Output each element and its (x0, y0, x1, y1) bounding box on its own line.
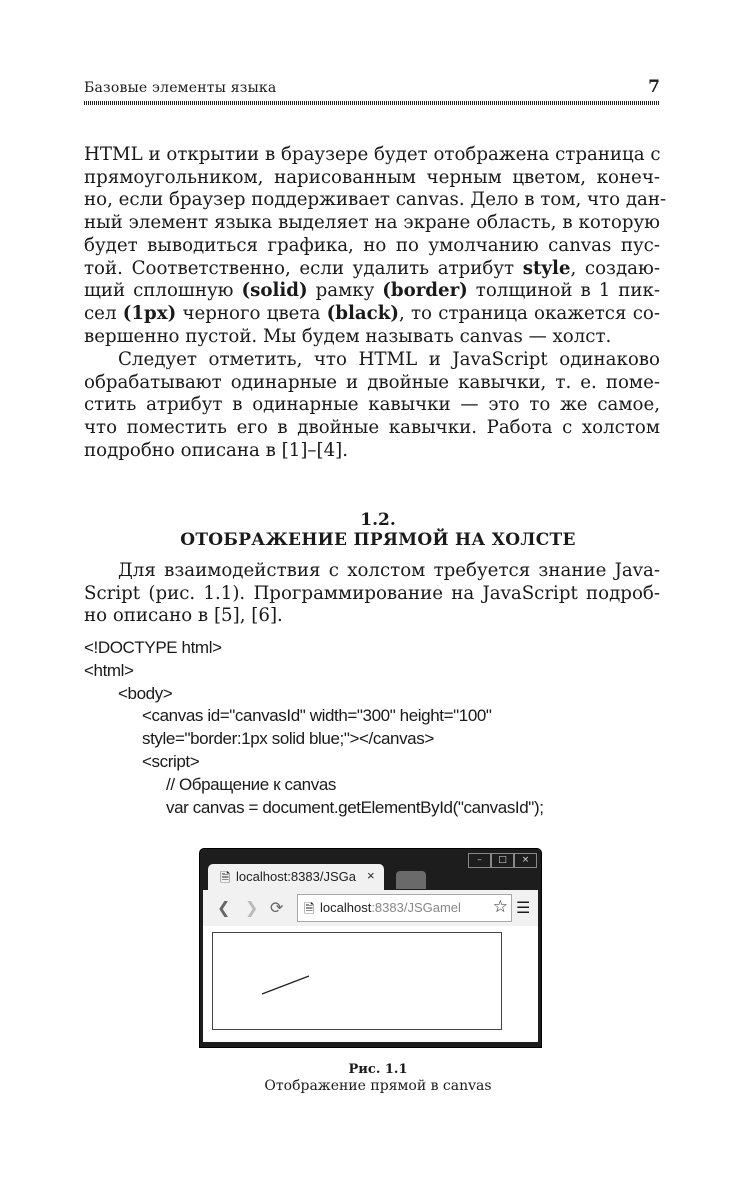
browser-screenshot (200, 849, 541, 1047)
code-line: <!DOCTYPE html> (84, 638, 222, 657)
code-line: style="border:1px solid blue;"></canvas> (142, 729, 434, 749)
text-line: прямоугольником, нарисованным черным цветом, конеч- (84, 166, 660, 188)
text-line: щий сплошную (solid) рамку (border) толщиной в 1 пик- (84, 280, 661, 302)
text-line: Следует отметить, что HTML и JavaScript одинаково (118, 349, 660, 370)
new-tab-button (396, 871, 426, 889)
text-line: что поместить его в двойные кавычки. Работа с холстом (84, 417, 660, 439)
chapter-title: Базовые элементы языка (84, 80, 277, 96)
code-line: <body> (118, 683, 173, 703)
paragraph-quotes (84, 349, 660, 463)
text-line: но, если браузер поддерживает canvas. Дело в том, что дан- (84, 189, 667, 211)
canvas-element (212, 932, 502, 1030)
header-rule (84, 101, 660, 105)
text-line: Script (рис. 1.1). Программирование на JavaScript подроб- (84, 582, 660, 604)
paragraph-javascript (84, 560, 660, 628)
page-icon: 🗎 (220, 870, 231, 885)
code-line: <html> (84, 660, 134, 680)
bookmark-star-icon: ☆ (492, 897, 508, 916)
minimize-icon: – (468, 853, 491, 868)
address-bar (297, 894, 512, 922)
code-line: // Обращение к canvas (166, 774, 336, 794)
tab-title: localhost:8383/JSGa (236, 869, 356, 884)
paragraph-canvas-intro (84, 144, 667, 348)
browser-tab (208, 864, 384, 890)
text-line: вершенно пустой. Мы будем называть canvas — холст. (84, 325, 612, 347)
code-line: var canvas = document.getElementById("canvasId"); (166, 797, 544, 817)
text-line: той. Соответственно, если удалить атрибут style, создаю- (84, 257, 661, 279)
section-title: ОТОБРАЖЕНИЕ ПРЯМОЙ НА ХОЛСТЕ (180, 530, 576, 550)
close-window-icon: × (514, 853, 537, 868)
text-line: будет выводиться графика, но по умолчанию canvas пус- (84, 234, 660, 256)
figure-number: Рис. 1.1 (348, 1062, 408, 1077)
page-icon: 🗎 (304, 901, 315, 916)
maximize-icon: □ (491, 853, 514, 868)
text-line: Для взаимодействия с холстом требуется знание Java- (118, 560, 660, 581)
section-number: 1.2. (360, 510, 396, 530)
url-text: localhost:8383/JSGamel (320, 900, 461, 915)
text-line: ный элемент языка выделяет на экране область, в которую (84, 212, 660, 234)
text-line: сел (1px) черного цвета (black), то страница окажется со- (84, 302, 660, 324)
text-line: стить атрибут в одинарные кавычки — это то же самое, (84, 394, 660, 416)
code-line: <canvas id="canvasId" width="300" height="100" (142, 706, 492, 726)
code-listing (84, 637, 544, 819)
reload-icon: ⟳ (270, 898, 284, 917)
text-line: подробно описана в [1]–[4]. (84, 439, 349, 461)
browser-viewport (203, 926, 538, 1042)
back-icon: ❮ (217, 898, 231, 917)
text-line: обрабатывают одинарные и двойные кавычки, т. е. поме- (84, 371, 660, 393)
text-line: но описано в [5], [6]. (84, 605, 283, 627)
drawn-line (262, 976, 309, 994)
figure-caption: Отображение прямой в canvas (264, 1078, 492, 1094)
menu-icon: ☰ (516, 898, 531, 917)
text-line: HTML и открытии в браузере будет отображена страница с (84, 144, 661, 165)
code-line: <script> (142, 751, 200, 771)
forward-icon: ❯ (245, 898, 259, 917)
page-number: 7 (648, 77, 660, 97)
canvas-drawing (213, 933, 501, 1029)
close-tab-icon: × (367, 868, 375, 883)
browser-toolbar (203, 890, 538, 926)
